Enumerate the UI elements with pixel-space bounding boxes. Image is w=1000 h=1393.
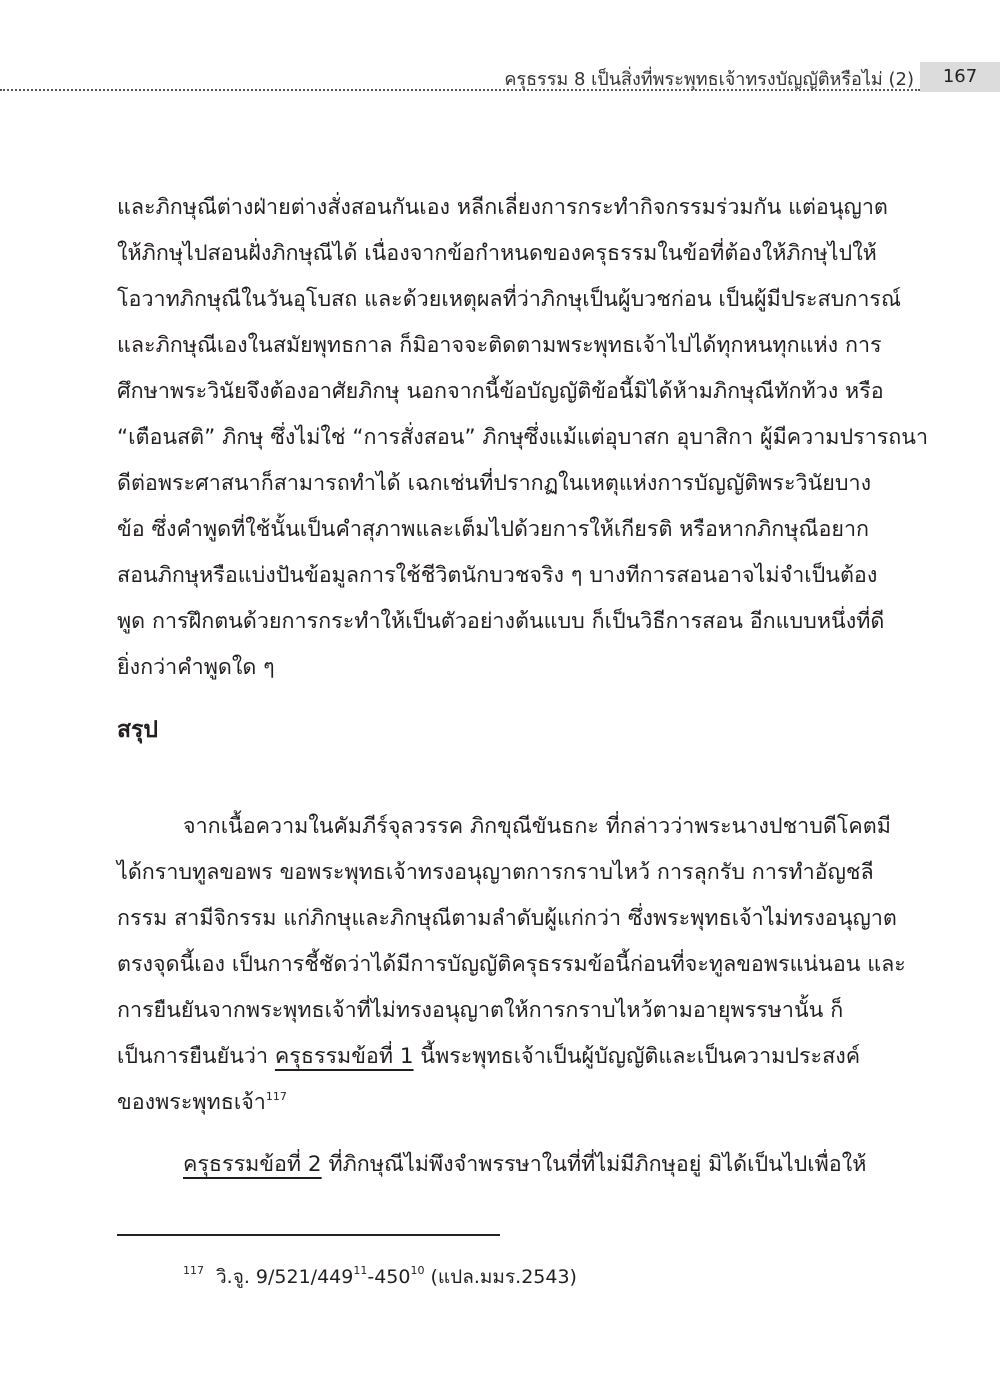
text-line: ได้กราบทูลขอพร ขอพระพุทธเจ้าทรงอนุญาตการกราบไหว้ การลุกรับ การทำอัญชลี: [117, 860, 874, 885]
paragraph-1: [117, 185, 929, 691]
footnote-sup: 10: [410, 1264, 425, 1277]
underlined-term: ครุธรรมข้อที่ 2: [183, 1152, 322, 1177]
text-line: ดีต่อพระศาสนาก็สามารถทำได้ เฉกเช่นที่ปรากฏในเหตุแห่งการบัญญัติพระวินัยบาง: [117, 471, 872, 496]
conclusion-paragraph: [117, 804, 906, 1126]
text-line: และภิกษุณีต่างฝ่ายต่างสั่งสอนกันเอง หลีกเลี่ยงการกระทำกิจกรรมร่วมกัน แต่อนุญาต: [117, 195, 888, 220]
text-line: ให้ภิกษุไปสอนฝั่งภิกษุณีได้ เนื่องจากข้อกำหนดของครุธรรมในข้อที่ต้องให้ภิกษุไปให้: [117, 241, 877, 266]
text-segment: เป็นการยืนยันว่า: [117, 1044, 275, 1069]
footnote-text: วิ.จู. 9/521/449: [216, 1266, 354, 1288]
text-line: [117, 1080, 887, 1126]
footnote-separator: [117, 1234, 500, 1236]
text-line: ยิ่งกว่าคำพูดใด ๆ: [117, 655, 275, 680]
text-line: จากเนื้อความในคัมภีร์จุลวรรค ภิกขุณีขันธกะ ที่กล่าวว่าพระนางปชาบดีโคตมี: [183, 814, 891, 839]
footnote-text: (แปล.มมร.2543): [424, 1266, 577, 1288]
text-line: โอวาทภิกษุณีในวันอุโบสถ และด้วยเหตุผลที่ว่าภิกษุเป็นผู้บวชก่อน เป็นผู้มีประสบการณ์: [117, 287, 901, 312]
footnote-mark: 117: [183, 1264, 204, 1277]
text-line: [117, 1034, 887, 1080]
page-number: 167: [920, 62, 1000, 92]
underlined-term: ครุธรรมข้อที่ 1: [274, 1044, 414, 1069]
text-line: การยืนยันจากพระพุทธเจ้าที่ไม่ทรงอนุญาตให้การกราบไหว้ตามอายุพรรษานั้น ก็: [117, 998, 844, 1023]
text-segment: นี้พระพุทธเจ้าเป็นผู้บัญญัติและเป็นความประสงค์: [413, 1044, 861, 1069]
text-line: สอนภิกษุหรือแบ่งปันข้อมูลการใช้ชีวิตนักบวชจริง ๆ บางทีการสอนอาจไม่จำเป็นต้อง: [117, 563, 878, 588]
text-line: กรรม สามีจิกรรม แก่ภิกษุและภิกษุณีตามลำดับผู้แก่กว่า ซึ่งพระพุทธเจ้าไม่ทรงอนุญาต: [117, 906, 897, 931]
footnote-sup: 11: [353, 1264, 368, 1277]
footnote: [183, 1262, 577, 1292]
section-heading: สรุป: [117, 717, 158, 743]
text-line: และภิกษุณีเองในสมัยพุทธกาล ก็มิอาจจะติดตามพระพุทธเจ้าไปได้ทุกหนทุกแห่ง การ: [117, 333, 882, 358]
text-line: ข้อ ซึ่งคำพูดที่ใช้นั้นเป็นคำสุภาพและเต็มไปด้วยการให้เกียรติ หรือหากภิกษุณีอยาก: [117, 517, 870, 542]
text-segment: ที่ภิกษุณีไม่พึงจำพรรษาในที่ที่ไม่มีภิกษุอยู่ มิได้เป็นไปเพื่อให้: [321, 1152, 867, 1177]
text-line: ศึกษาพระวินัยจึงต้องอาศัยภิกษุ นอกจากนี้ข้อบัญญัติข้อนี้มิได้ห้ามภิกษุณีทักท้วง หรือ: [117, 379, 884, 404]
paragraph-3: [117, 1142, 887, 1188]
text-line: “เตือนสติ” ภิกษุ ซึ่งไม่ใช่ “การสั่งสอน” ภิกษุซึ่งแม้แต่อุบาสก อุบาสิกา ผู้มีความปรารถนา: [117, 425, 929, 450]
running-title: ครุธรรม 8 เป็นสิ่งที่พระพุทธเจ้าทรงบัญญัติหรือไม่ (2): [504, 69, 914, 90]
text-line: [117, 1142, 887, 1188]
text-segment: ของพระพุทธเจ้า: [117, 1090, 266, 1115]
footnote-reference[interactable]: 117: [265, 1090, 287, 1103]
running-header: [0, 62, 1000, 94]
text-line: ตรงจุดนี้เอง เป็นการชี้ชัดว่าได้มีการบัญญัติครุธรรมข้อนี้ก่อนที่จะทูลขอพรแน่นอน และ: [117, 952, 906, 977]
footnote-text: -450: [367, 1266, 411, 1288]
text-line: พูด การฝึกตนด้วยการกระทำให้เป็นตัวอย่างต้นแบบ ก็เป็นวิธีการสอน อีกแบบหนึ่งที่ดี: [117, 609, 885, 634]
